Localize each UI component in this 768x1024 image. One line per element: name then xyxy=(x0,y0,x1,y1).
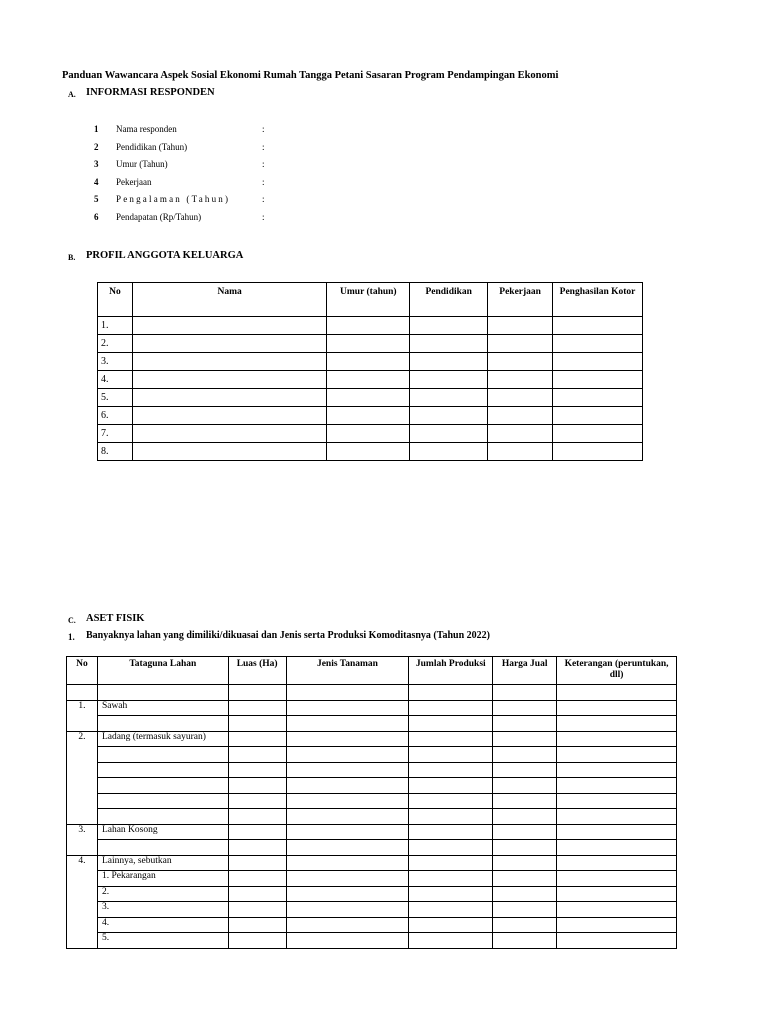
cell[interactable] xyxy=(228,778,286,794)
table-row xyxy=(98,335,643,353)
info-row-age xyxy=(94,159,394,173)
column-header: Jenis Tanaman xyxy=(286,657,409,685)
info-label: Nama responden xyxy=(116,124,177,134)
column-header: Pendidikan xyxy=(410,283,488,317)
other-land-item: 3. xyxy=(97,902,228,918)
cell[interactable] xyxy=(410,389,488,407)
cell[interactable] xyxy=(286,886,409,902)
table-row xyxy=(67,731,677,747)
cell[interactable] xyxy=(488,389,553,407)
column-header: Luas (Ha) xyxy=(228,657,286,685)
cell[interactable] xyxy=(410,335,488,353)
cell[interactable] xyxy=(410,443,488,461)
info-colon: : xyxy=(262,142,265,152)
cell[interactable] xyxy=(132,389,326,407)
cell[interactable] xyxy=(557,716,677,732)
cell[interactable] xyxy=(228,824,286,840)
cell[interactable] xyxy=(327,335,410,353)
cell[interactable] xyxy=(493,840,557,856)
cell[interactable] xyxy=(410,425,488,443)
cell[interactable] xyxy=(493,747,557,763)
table-row xyxy=(67,933,677,949)
other-land-item: 4. xyxy=(97,917,228,933)
cell[interactable] xyxy=(132,317,326,335)
cell[interactable] xyxy=(286,840,409,856)
row-number: 2. xyxy=(67,731,98,824)
table-row xyxy=(67,824,677,840)
info-num: 5 xyxy=(94,194,99,204)
table-row xyxy=(67,886,677,902)
cell[interactable] xyxy=(409,855,493,871)
cell[interactable] xyxy=(286,731,409,747)
cell[interactable] xyxy=(493,886,557,902)
cell[interactable] xyxy=(493,871,557,887)
cell[interactable] xyxy=(557,778,677,794)
cell[interactable] xyxy=(286,747,409,763)
other-land-item: 5. xyxy=(97,933,228,949)
cell[interactable] xyxy=(557,902,677,918)
table-row xyxy=(67,902,677,918)
cell[interactable] xyxy=(493,809,557,825)
info-label: Pendapatan (Rp/Tahun) xyxy=(116,212,202,222)
row-number: 1. xyxy=(98,317,133,335)
info-label: Pekerjaan xyxy=(116,177,152,187)
cell[interactable] xyxy=(97,778,228,794)
info-num: 4 xyxy=(94,177,99,187)
cell[interactable] xyxy=(557,700,677,716)
table-row xyxy=(67,871,677,887)
cell[interactable] xyxy=(409,917,493,933)
info-colon: : xyxy=(262,212,265,222)
cell[interactable] xyxy=(493,933,557,949)
row-number: 2. xyxy=(98,335,133,353)
table-row xyxy=(67,685,677,701)
cell[interactable] xyxy=(286,793,409,809)
cell[interactable] xyxy=(409,840,493,856)
cell[interactable] xyxy=(488,371,553,389)
cell[interactable] xyxy=(488,425,553,443)
cell[interactable] xyxy=(557,731,677,747)
cell[interactable] xyxy=(488,407,553,425)
cell[interactable] xyxy=(286,716,409,732)
section-c-subtitle: Banyaknya lahan yang dimiliki/dikuasai dan Jenis serta Produksi Komoditasnya (Tahun 2022) xyxy=(86,630,491,641)
cell[interactable] xyxy=(409,933,493,949)
cell[interactable] xyxy=(286,700,409,716)
cell[interactable] xyxy=(327,353,410,371)
cell[interactable] xyxy=(410,371,488,389)
cell[interactable] xyxy=(493,731,557,747)
info-row-occupation xyxy=(94,177,394,191)
cell[interactable] xyxy=(493,793,557,809)
row-number: 3. xyxy=(98,353,133,371)
cell[interactable] xyxy=(132,443,326,461)
section-c-title: ASET FISIK xyxy=(86,613,145,624)
cell[interactable] xyxy=(327,389,410,407)
table-row xyxy=(98,353,643,371)
row-number: 8. xyxy=(98,443,133,461)
cell[interactable] xyxy=(488,335,553,353)
cell[interactable] xyxy=(228,747,286,763)
cell[interactable] xyxy=(553,335,643,353)
cell[interactable] xyxy=(132,335,326,353)
cell[interactable] xyxy=(493,685,557,701)
info-colon: : xyxy=(262,159,265,169)
cell[interactable] xyxy=(286,824,409,840)
cell[interactable] xyxy=(409,685,493,701)
info-row-income xyxy=(94,212,394,226)
cell[interactable] xyxy=(553,389,643,407)
column-header: Keterangan (peruntukan, dll) xyxy=(557,657,677,685)
cell[interactable] xyxy=(286,778,409,794)
row-number: 4. xyxy=(98,371,133,389)
cell[interactable] xyxy=(132,425,326,443)
column-header: Jumlah Produksi xyxy=(409,657,493,685)
cell[interactable] xyxy=(286,685,409,701)
section-c-subtitle-number: 1. xyxy=(68,632,75,642)
table-row xyxy=(98,407,643,425)
cell[interactable] xyxy=(228,871,286,887)
cell[interactable] xyxy=(488,353,553,371)
cell[interactable] xyxy=(557,855,677,871)
table-row xyxy=(98,371,643,389)
cell[interactable] xyxy=(409,902,493,918)
cell[interactable] xyxy=(228,840,286,856)
cell[interactable] xyxy=(557,762,677,778)
cell[interactable] xyxy=(327,425,410,443)
cell[interactable] xyxy=(410,317,488,335)
cell[interactable] xyxy=(557,886,677,902)
cell[interactable] xyxy=(488,443,553,461)
info-label: Pendidikan (Tahun) xyxy=(116,142,188,152)
cell[interactable] xyxy=(132,353,326,371)
cell[interactable] xyxy=(97,809,228,825)
table-row xyxy=(67,762,677,778)
column-header: Tataguna Lahan xyxy=(97,657,228,685)
cell[interactable] xyxy=(228,933,286,949)
cell[interactable] xyxy=(286,933,409,949)
cell[interactable] xyxy=(553,407,643,425)
cell[interactable] xyxy=(97,685,228,701)
cell[interactable] xyxy=(228,716,286,732)
table-row xyxy=(67,716,677,732)
cell[interactable] xyxy=(327,317,410,335)
cell[interactable] xyxy=(327,443,410,461)
cell[interactable] xyxy=(228,762,286,778)
row-number: 6. xyxy=(98,407,133,425)
table-row xyxy=(98,443,643,461)
cell[interactable] xyxy=(132,407,326,425)
cell[interactable] xyxy=(97,747,228,763)
cell[interactable] xyxy=(409,731,493,747)
cell[interactable] xyxy=(327,407,410,425)
cell[interactable] xyxy=(493,762,557,778)
row-number: 4. xyxy=(67,855,98,948)
cell[interactable] xyxy=(557,840,677,856)
table-row xyxy=(67,793,677,809)
land-type-label: Lainnya, sebutkan xyxy=(97,855,228,871)
cell[interactable] xyxy=(97,762,228,778)
table-row xyxy=(98,389,643,407)
section-a-title: INFORMASI RESPONDEN xyxy=(86,87,215,98)
column-header: Pekerjaan xyxy=(488,283,553,317)
cell[interactable] xyxy=(557,933,677,949)
section-b-letter: B. xyxy=(68,253,76,262)
cell[interactable] xyxy=(493,778,557,794)
cell[interactable] xyxy=(493,700,557,716)
cell[interactable] xyxy=(409,886,493,902)
cell[interactable] xyxy=(228,855,286,871)
cell[interactable] xyxy=(286,809,409,825)
cell[interactable] xyxy=(557,917,677,933)
cell[interactable] xyxy=(97,840,228,856)
land-type-label: Sawah xyxy=(97,700,228,716)
cell[interactable] xyxy=(97,716,228,732)
cell[interactable] xyxy=(409,778,493,794)
cell[interactable] xyxy=(67,685,98,701)
column-header: Umur (tahun) xyxy=(327,283,410,317)
table-header-row xyxy=(67,657,677,685)
info-label: Pengalaman (Tahun) xyxy=(116,194,231,204)
document-title: Panduan Wawancara Aspek Sosial Ekonomi Rumah Tangga Petani Sasaran Program Pendampingan Ekonomi xyxy=(62,70,559,81)
table-row xyxy=(67,700,677,716)
table-row xyxy=(98,425,643,443)
other-land-item: 2. xyxy=(97,886,228,902)
info-colon: : xyxy=(262,194,265,204)
cell[interactable] xyxy=(557,747,677,763)
info-num: 6 xyxy=(94,212,99,222)
cell[interactable] xyxy=(228,685,286,701)
table-row xyxy=(67,840,677,856)
cell[interactable] xyxy=(553,317,643,335)
table-row xyxy=(67,747,677,763)
info-colon: : xyxy=(262,124,265,134)
cell[interactable] xyxy=(409,700,493,716)
row-number: 7. xyxy=(98,425,133,443)
cell[interactable] xyxy=(409,809,493,825)
cell[interactable] xyxy=(557,809,677,825)
cell[interactable] xyxy=(228,731,286,747)
section-a-letter: A. xyxy=(68,90,76,99)
info-row-experience xyxy=(94,194,394,208)
column-header: Harga Jual xyxy=(493,657,557,685)
cell[interactable] xyxy=(409,824,493,840)
info-colon: : xyxy=(262,177,265,187)
table-row xyxy=(67,917,677,933)
section-c-letter: C. xyxy=(68,616,76,625)
row-number: 3. xyxy=(67,824,98,855)
family-profile-table xyxy=(97,282,643,461)
cell[interactable] xyxy=(553,425,643,443)
cell[interactable] xyxy=(228,793,286,809)
column-header: No xyxy=(98,283,133,317)
cell[interactable] xyxy=(409,747,493,763)
cell[interactable] xyxy=(97,793,228,809)
cell[interactable] xyxy=(557,793,677,809)
cell[interactable] xyxy=(493,855,557,871)
info-num: 3 xyxy=(94,159,99,169)
cell[interactable] xyxy=(286,855,409,871)
land-assets-table xyxy=(66,656,677,949)
cell[interactable] xyxy=(409,716,493,732)
info-row-name xyxy=(94,124,394,138)
cell[interactable] xyxy=(553,443,643,461)
cell[interactable] xyxy=(286,917,409,933)
table-row xyxy=(67,809,677,825)
cell[interactable] xyxy=(409,762,493,778)
row-number: 5. xyxy=(98,389,133,407)
section-b-title: PROFIL ANGGOTA KELUARGA xyxy=(86,250,244,261)
cell[interactable] xyxy=(410,353,488,371)
cell[interactable] xyxy=(228,700,286,716)
cell[interactable] xyxy=(132,371,326,389)
cell[interactable] xyxy=(493,716,557,732)
cell[interactable] xyxy=(228,809,286,825)
info-row-education xyxy=(94,142,394,156)
cell[interactable] xyxy=(488,317,553,335)
table-row xyxy=(98,317,643,335)
table-header-row xyxy=(98,283,643,317)
cell[interactable] xyxy=(493,902,557,918)
land-type-label: Lahan Kosong xyxy=(97,824,228,840)
cell[interactable] xyxy=(557,871,677,887)
cell[interactable] xyxy=(410,407,488,425)
cell[interactable] xyxy=(557,824,677,840)
cell[interactable] xyxy=(327,371,410,389)
cell[interactable] xyxy=(286,762,409,778)
cell[interactable] xyxy=(557,685,677,701)
cell[interactable] xyxy=(228,917,286,933)
info-label: Umur (Tahun) xyxy=(116,159,168,169)
table-row xyxy=(67,855,677,871)
cell[interactable] xyxy=(286,871,409,887)
cell[interactable] xyxy=(553,371,643,389)
info-num: 2 xyxy=(94,142,99,152)
info-num: 1 xyxy=(94,124,99,134)
cell[interactable] xyxy=(409,871,493,887)
land-type-label: Ladang (termasuk sayuran) xyxy=(97,731,228,747)
cell[interactable] xyxy=(553,353,643,371)
table-row xyxy=(67,778,677,794)
cell[interactable] xyxy=(228,886,286,902)
cell[interactable] xyxy=(493,824,557,840)
column-header: No xyxy=(67,657,98,685)
cell[interactable] xyxy=(286,902,409,918)
other-land-item: 1. Pekarangan xyxy=(97,871,228,887)
row-number: 1. xyxy=(67,700,98,731)
cell[interactable] xyxy=(493,917,557,933)
column-header: Nama xyxy=(132,283,326,317)
column-header: Penghasilan Kotor xyxy=(553,283,643,317)
cell[interactable] xyxy=(409,793,493,809)
cell[interactable] xyxy=(228,902,286,918)
